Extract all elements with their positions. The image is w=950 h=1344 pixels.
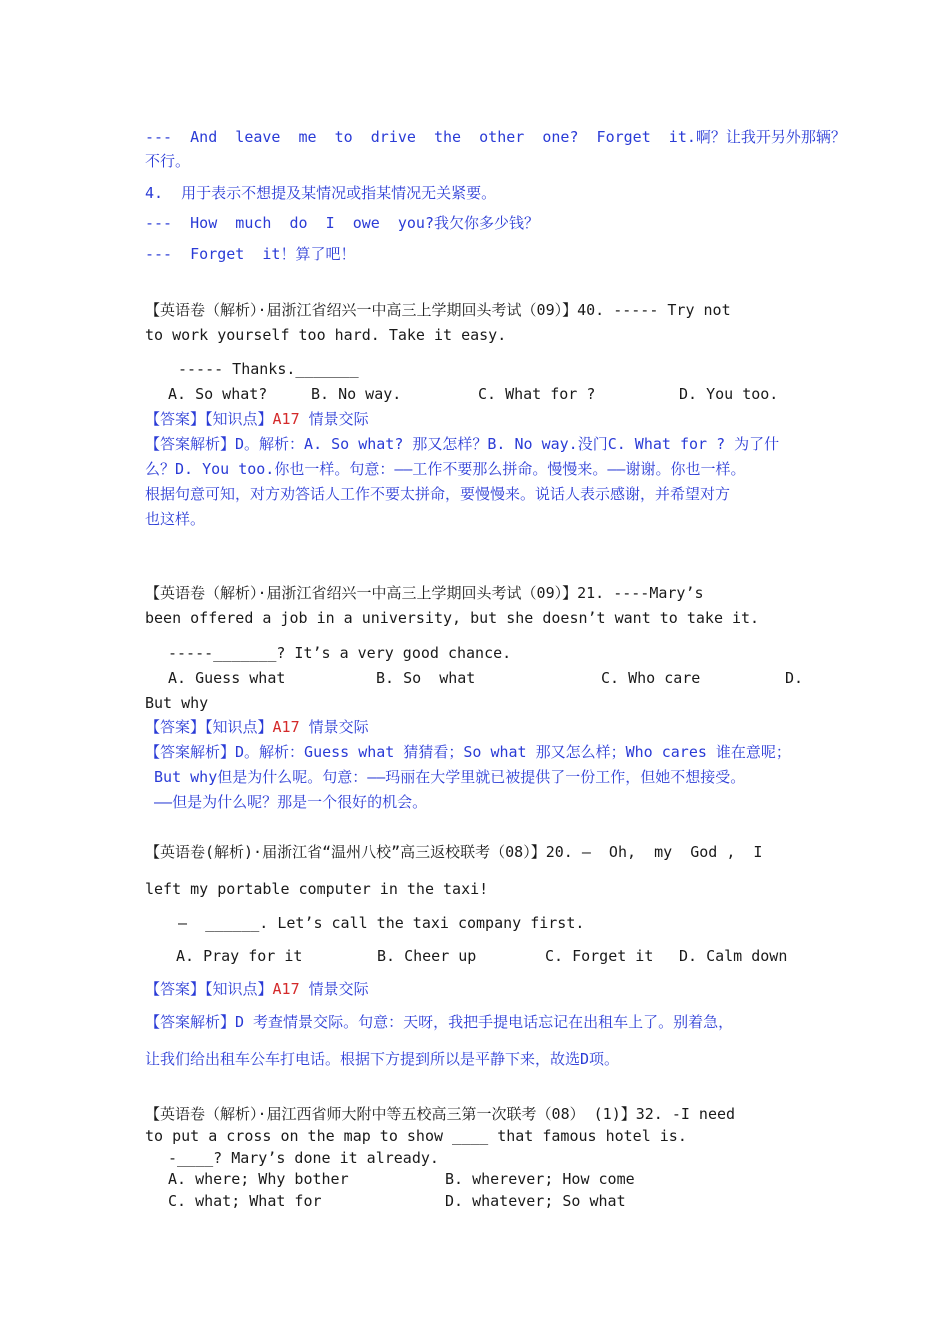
q1-option-d: D. You too.: [679, 385, 779, 403]
q2-reply: -----_______? It’s a very good chance.: [168, 644, 512, 662]
q3-reply: — ______. Let’s call the taxi company first.: [178, 914, 585, 932]
q3-header-2: left my portable computer in the taxi!: [145, 880, 489, 898]
q3-explanation-1: 【答案解析】D 考查情景交际。句意：天呀，我把手提电话忘记在出租车上了。别着急，: [145, 1013, 734, 1031]
q1-knowledge-code: A17: [272, 410, 300, 428]
q4-reply: -____? Mary’s done it already.: [168, 1149, 439, 1167]
q3-option-d: D. Calm down: [679, 947, 788, 965]
q4-header-2: to put a cross on the map to show ____ that famous hotel is.: [145, 1127, 687, 1145]
q2-answer-tag: 【答案】【知识点】: [145, 718, 273, 736]
q2-option-d-text: But why: [145, 694, 209, 712]
q3-topic: 情景交际: [299, 980, 369, 998]
intro-line-1: --- And leave me to drive the other one? Forget it.啊？让我开另外那辆？: [145, 128, 846, 146]
q1-answer-tag: 【答案】【知识点】: [145, 410, 273, 428]
q1-option-a: A. So what?: [168, 385, 268, 403]
q4-header-1: 【英语卷（解析）·届江西省师大附中等五校高三第一次联考（08） (1)】32. -I need: [145, 1105, 736, 1123]
q1-reply: ----- Thanks._______: [178, 360, 359, 378]
q4-option-c: C. what; What for: [168, 1192, 322, 1210]
q4-option-b: B. wherever; How come: [445, 1170, 635, 1188]
q3-explanation-2: 让我们给出租车公车打电话。根据下方提到所以是平静下来，故选D项。: [145, 1050, 620, 1068]
q3-option-c: C. Forget it: [545, 947, 654, 965]
q1-answer-line: [145, 409, 369, 429]
q1-option-c: C. What for ?: [478, 385, 596, 403]
q1-topic: 情景交际: [299, 410, 369, 428]
q2-option-d: D.: [785, 669, 804, 687]
q2-knowledge-code: A17: [272, 718, 300, 736]
intro-example-1: --- How much do I owe you?我欠你多少钱？: [145, 214, 539, 232]
intro-line-2: 不行。: [145, 152, 191, 170]
intro-point-4: 4. 用于表示不想提及某情况或指某情况无关紧要。: [145, 184, 497, 202]
q2-explanation-2: But why但是为什么呢。句意：——玛丽在大学里就已被提供了一份工作，但她不想接受。: [145, 768, 746, 786]
q2-option-a: A. Guess what: [168, 669, 286, 687]
q1-explanation-3: 根据句意可知，对方劝答话人工作不要太拼命，要慢慢来。说话人表示感谢，并希望对方: [145, 485, 731, 503]
q3-answer-line: [145, 979, 369, 999]
q1-explanation-2: 么？D. You too.你也一样。句意：——工作不要那么拼命。慢慢来。——谢谢。你也一样。: [145, 460, 746, 478]
q3-option-b: B. Cheer up: [377, 947, 477, 965]
q2-header-2: been offered a job in a university, but she doesn’t want to take it.: [145, 609, 760, 627]
intro-example-2: --- Forget it！算了吧！: [145, 245, 356, 263]
q3-option-a: A. Pray for it: [176, 947, 303, 965]
q1-explanation-4: 也这样。: [145, 510, 206, 528]
q2-explanation-3: ——但是为什么呢？那是一个很好的机会。: [145, 793, 428, 811]
q2-header-1: 【英语卷（解析）·届浙江省绍兴一中高三上学期回头考试（09）】21. ----Mary’s: [145, 584, 704, 602]
q1-explanation-1: 【答案解析】D。解析：A. So what? 那又怎样？B. No way.没门C. What for ? 为了什: [145, 435, 780, 453]
q4-option-d: D. whatever; So what: [445, 1192, 626, 1210]
q4-option-a: A. where; Why bother: [168, 1170, 349, 1188]
q2-topic: 情景交际: [299, 718, 369, 736]
q2-answer-line: [145, 717, 369, 737]
q3-knowledge-code: A17: [272, 980, 300, 998]
q1-header-1: 【英语卷（解析）·届浙江省绍兴一中高三上学期回头考试（09）】40. ----- Try not: [145, 301, 731, 319]
q2-option-c: C. Who care: [601, 669, 701, 687]
q3-answer-tag: 【答案】【知识点】: [145, 980, 273, 998]
q2-option-b: B. So what: [376, 669, 476, 687]
q2-explanation-1: 【答案解析】D。解析：Guess what 猜猜看；So what 那又怎么样；Who cares 谁在意呢；: [145, 743, 791, 761]
q1-option-b: B. No way.: [311, 385, 402, 403]
q1-header-2: to work yourself too hard. Take it easy.: [145, 326, 507, 344]
q3-header-1: 【英语卷(解析)·届浙江省“温州八校”高三返校联考（08）】20. — Oh, my God , I: [145, 843, 763, 861]
